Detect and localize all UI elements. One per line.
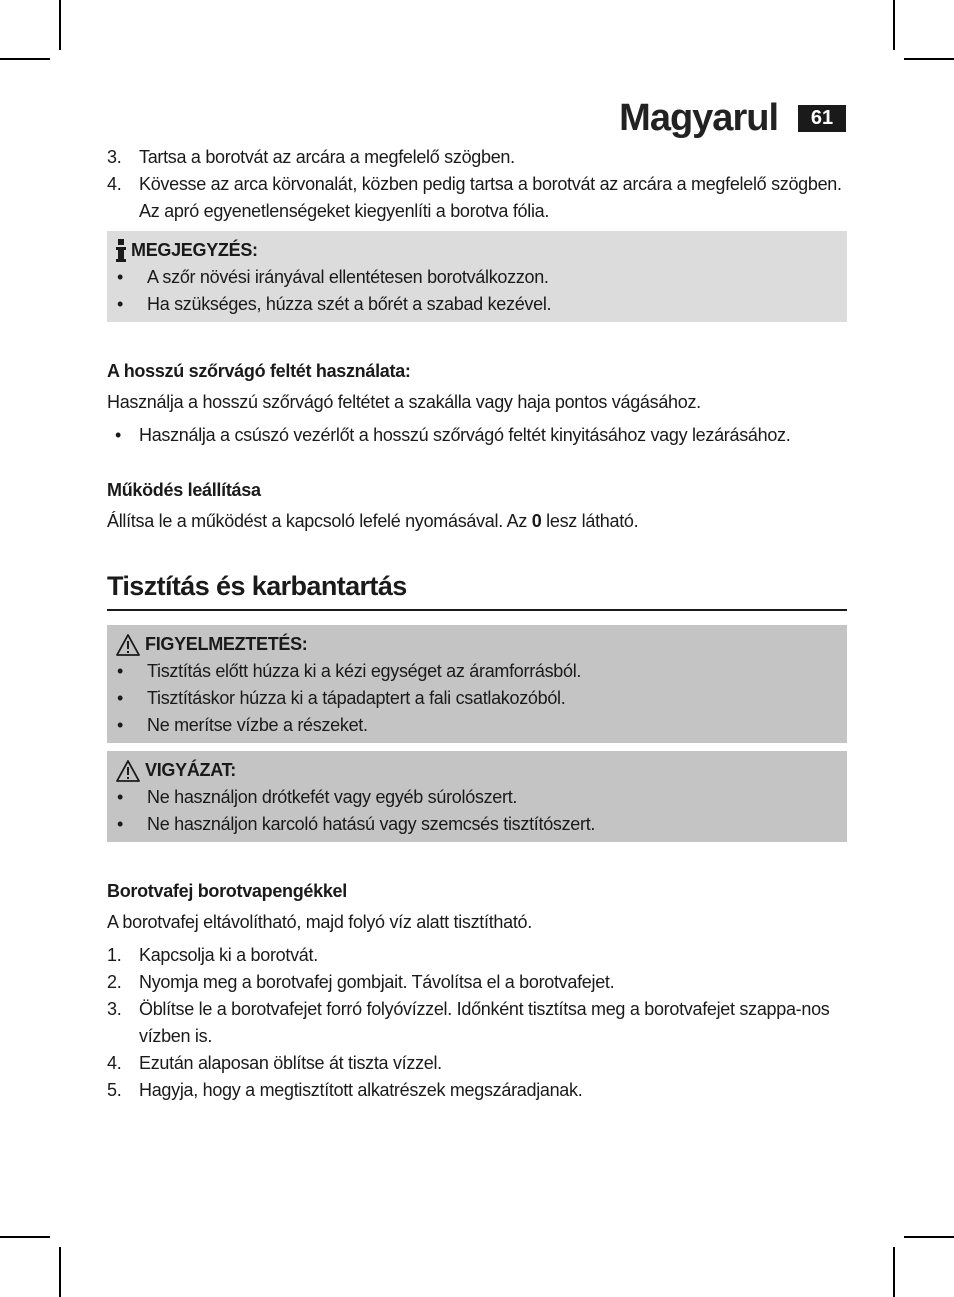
info-icon — [115, 239, 127, 263]
caution-title: VIGYÁZAT: — [115, 757, 847, 784]
language-title: Magyarul — [619, 97, 778, 139]
note-box — [107, 231, 847, 322]
crop-mark — [893, 0, 895, 50]
trimmer-heading: A hosszú szőrvágó feltét használata: — [107, 361, 411, 381]
warning-triangle-icon — [115, 759, 141, 783]
page-header — [619, 96, 846, 140]
list-item: • Ne használjon karcoló hatású vagy szemcsés tisztítószert. — [115, 811, 847, 838]
list-item: • Használja a csúszó vezérlőt a hosszú szőrvágó feltét kinyitásához vagy lezárásához. — [107, 422, 847, 449]
list-item: • Ne merítse vízbe a részeket. — [115, 712, 847, 739]
intro-steps — [107, 144, 847, 225]
crop-mark — [0, 1236, 50, 1238]
crop-mark — [59, 1247, 61, 1297]
caution-list — [115, 784, 847, 838]
head-heading: Borotvafej borotvapengékkel — [107, 881, 347, 901]
list-item: 3. Tartsa a borotvát az arcára a megfelelő szögben. — [107, 147, 515, 167]
head-steps — [107, 942, 847, 1104]
trimmer-list — [107, 422, 847, 449]
list-item: • Ne használjon drótkefét vagy egyéb súrolószert. — [115, 784, 847, 811]
page-number: 61 — [798, 105, 846, 132]
crop-mark — [0, 58, 50, 60]
head-text: A borotvafej eltávolítható, majd folyó víz alatt tisztítható. — [107, 912, 532, 932]
stop-text: Állítsa le a működést a kapcsoló lefelé nyomásával. Az 0 lesz látható. — [107, 511, 639, 531]
crop-mark — [893, 1247, 895, 1297]
list-item: • Ha szükséges, húzza szét a bőrét a szabad kezével. — [115, 291, 847, 318]
caution-box — [107, 751, 847, 842]
warning-title: FIGYELMEZTETÉS: — [115, 631, 847, 658]
trimmer-text: Használja a hosszú szőrvágó feltétet a szakálla vagy haja pontos vágásához. — [107, 392, 701, 412]
list-item: 1. Kapcsolja ki a borotvát. — [107, 945, 318, 965]
list-item: • A szőr növési irányával ellentétesen borotválkozzon. — [115, 264, 847, 291]
note-list — [115, 264, 847, 318]
note-title: MEGJEGYZÉS: — [115, 237, 847, 264]
warning-box — [107, 625, 847, 743]
page-content — [107, 144, 847, 1104]
crop-mark — [904, 1236, 954, 1238]
list-item: 2. Nyomja meg a borotvafej gombjait. Távolítsa el a borotvafejet. — [107, 972, 615, 992]
crop-mark — [904, 58, 954, 60]
list-item: 3. Öblítse le a borotvafejet forró folyóvízzel. Időnként tisztítsa meg a borotvafejet szappa-nos vízben is. — [107, 999, 830, 1046]
warning-list — [115, 658, 847, 739]
warning-triangle-icon — [115, 633, 141, 657]
section-title: Tisztítás és karbantartás — [107, 569, 847, 611]
crop-mark — [59, 0, 61, 50]
list-item: 4. Kövesse az arca körvonalát, közben pedig tartsa a borotvát az arcára a megfelelő szögben. Az apró egyenetlenségeket kiegyenlíti a borotva fólia. — [107, 174, 842, 221]
list-item: • Tisztítás előtt húzza ki a kézi egységet az áramforrásból. — [115, 658, 847, 685]
list-item: 5. Hagyja, hogy a megtisztított alkatrészek megszáradjanak. — [107, 1080, 583, 1100]
list-item: 4. Ezután alaposan öblítse át tiszta vízzel. — [107, 1053, 442, 1073]
list-item: • Tisztításkor húzza ki a tápadaptert a fali csatlakozóból. — [115, 685, 847, 712]
stop-heading: Működés leállítása — [107, 480, 261, 500]
